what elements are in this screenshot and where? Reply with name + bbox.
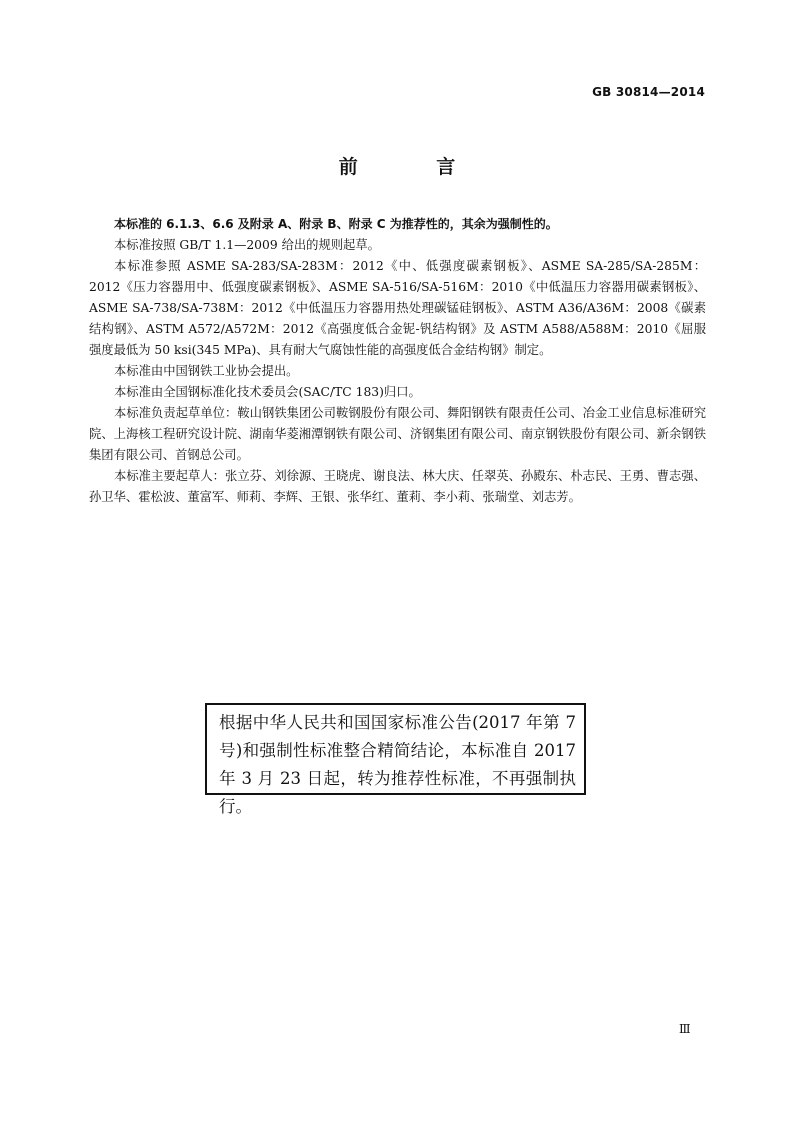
page-number: Ⅲ xyxy=(679,1022,691,1036)
notice-text: 根据中华人民共和国国家标准公告(2017 年第 7 号)和强制性标准整合精简结论，本标准自 2017 年 3 月 23 日起，转为推荐性标准，不再强制执行。 xyxy=(219,713,576,816)
page-title: 前 言 xyxy=(338,156,492,178)
foreword-paragraph-scope: 本标准的 6.1.3、6.6 及附录 A、附录 B、附录 C 为推荐性的，其余为强制性的。 xyxy=(114,217,558,231)
foreword-paragraph-committee: 本标准由全国钢标准化技术委员会(SAC/TC 183)归口。 xyxy=(114,385,421,399)
standard-number: GB 30814—2014 xyxy=(592,85,705,99)
foreword-paragraph-drafters: 本标准主要起草人：张立芬、刘徐源、王晓虎、谢良法、林大庆、任翠英、孙殿东、朴志民、王勇、曹志强、孙卫华、霍松波、董富军、师莉、李辉、王银、张华红、董莉、李小莉、张瑞堂、刘志芳。 xyxy=(89,469,706,504)
foreword-paragraph-references: 本标准参照 ASME SA-283/SA-283M：2012《中、低强度碳素钢板》、ASME SA-285/SA-285M：2012《压力容器用中、低强度碳素钢板》、ASME SA-516/SA-516M：2010《中低温压力容器用碳素钢板》、ASME SA-738/SA-738M：2012《中低温压力容器用热处理碳锰硅钢板》、ASTM A36/A36M：2008《碳素结构钢》、ASTM A572/A572M：2012《高强度低合金铌-钒结构钢》及 ASTM A588/A588M：2010《屈服强度最低为 50 ksi(345 MPa)、具有耐大气腐蚀性能的高强度低合金结构钢》制定。 xyxy=(89,259,706,357)
foreword-body xyxy=(89,214,706,508)
notice-box xyxy=(205,703,586,816)
foreword-paragraph-drafting-units: 本标准负责起草单位：鞍山钢铁集团公司鞍钢股份有限公司、舞阳钢铁有限责任公司、冶金工业信息标准研究院、上海核工程研究设计院、湖南华菱湘潭钢铁有限公司、济钢集团有限公司、南京钢铁股份有限公司、新余钢铁集团有限公司、首钢总公司。 xyxy=(89,406,706,462)
foreword-paragraph-drafting-rules: 本标准按照 GB/T 1.1—2009 给出的规则起草。 xyxy=(114,238,380,252)
foreword-paragraph-proposer: 本标准由中国钢铁工业协会提出。 xyxy=(114,364,299,378)
